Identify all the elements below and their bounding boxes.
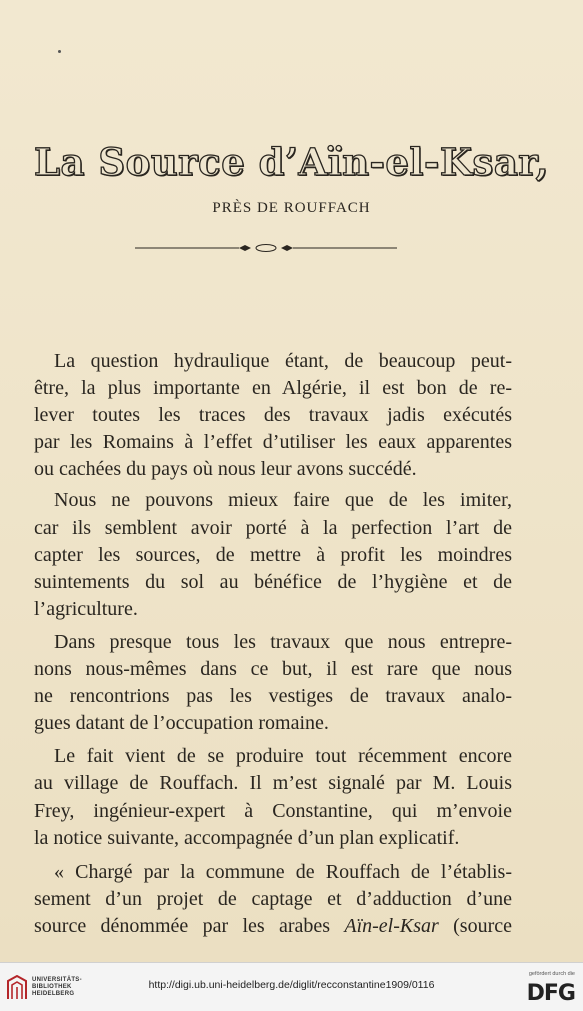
text-line: Frey, ingénieur-expert à Constantine, qui m’envoie <box>34 799 512 822</box>
text-line: « Chargé par la commune de Rouffach de l’établis- <box>54 860 512 883</box>
text-line: ne rencontrions pas les vestiges de travaux analo- <box>34 685 512 708</box>
text-line: sement d’un projet de captage et d’adduction d’une <box>34 887 512 910</box>
text-line: la notice suivante, accompagnée d’un plan explicatif. <box>34 826 460 849</box>
institution-name[interactable]: UNIVERSITÄTS- BIBLIOTHEK HEIDELBERG <box>32 977 82 997</box>
viewer-footer <box>0 962 583 1011</box>
text-line: ou cachées du pays où nous leur avons succédé. <box>34 458 417 481</box>
text-line: La question hydraulique étant, de beaucoup peut- <box>54 350 512 372</box>
text-line: l’agriculture. <box>34 597 138 620</box>
ornamental-rule <box>135 238 397 258</box>
text-line: Dans presque tous les travaux que nous entrepre- <box>54 630 512 653</box>
dfg-logo[interactable]: DFG <box>526 981 575 1006</box>
text-line: Le fait vient de se produire tout récemment encore <box>54 745 512 768</box>
document-url[interactable]: http://digi.ub.uni-heidelberg.de/diglit/recconstantine1909/0116 <box>148 979 435 991</box>
text-line: gues datant de l’occupation romaine. <box>34 712 329 735</box>
text-line: suintements du sol au bénéfice de l’hygiène et de <box>34 570 512 593</box>
text-line: nons nous-mêmes dans ce but, il est rare que nous <box>34 658 512 681</box>
text-segment: source dénommée par les arabes <box>34 914 345 937</box>
text-line: Nous ne pouvons mieux faire que de les imiter, <box>54 489 512 512</box>
ink-speck <box>58 50 61 53</box>
page-title: La Source d’Aïn-el-Ksar, <box>34 140 549 184</box>
text-line <box>34 913 512 940</box>
page-subtitle: PRÈS DE ROUFFACH <box>212 200 371 216</box>
text-segment: (source <box>438 914 512 937</box>
text-line: lever toutes les traces des travaux jadis exécutés <box>34 404 512 427</box>
text-line: au village de Rouffach. Il m’est signalé par M. Louis <box>34 772 512 795</box>
text-line: car ils semblent avoir porté à la perfection l’art de <box>34 516 512 539</box>
text-line: par les Romains à l’effet d’utiliser les eaux apparentes <box>34 431 512 454</box>
body-text <box>34 348 512 940</box>
place-name: Aïn-el-Ksar <box>344 914 439 937</box>
funded-by-label: gefördert durch die <box>528 971 575 977</box>
text-line: être, la plus importante en Algérie, il est bon de re- <box>34 377 512 400</box>
text-line: capter les sources, de mettre à profit les moindres <box>34 543 512 566</box>
